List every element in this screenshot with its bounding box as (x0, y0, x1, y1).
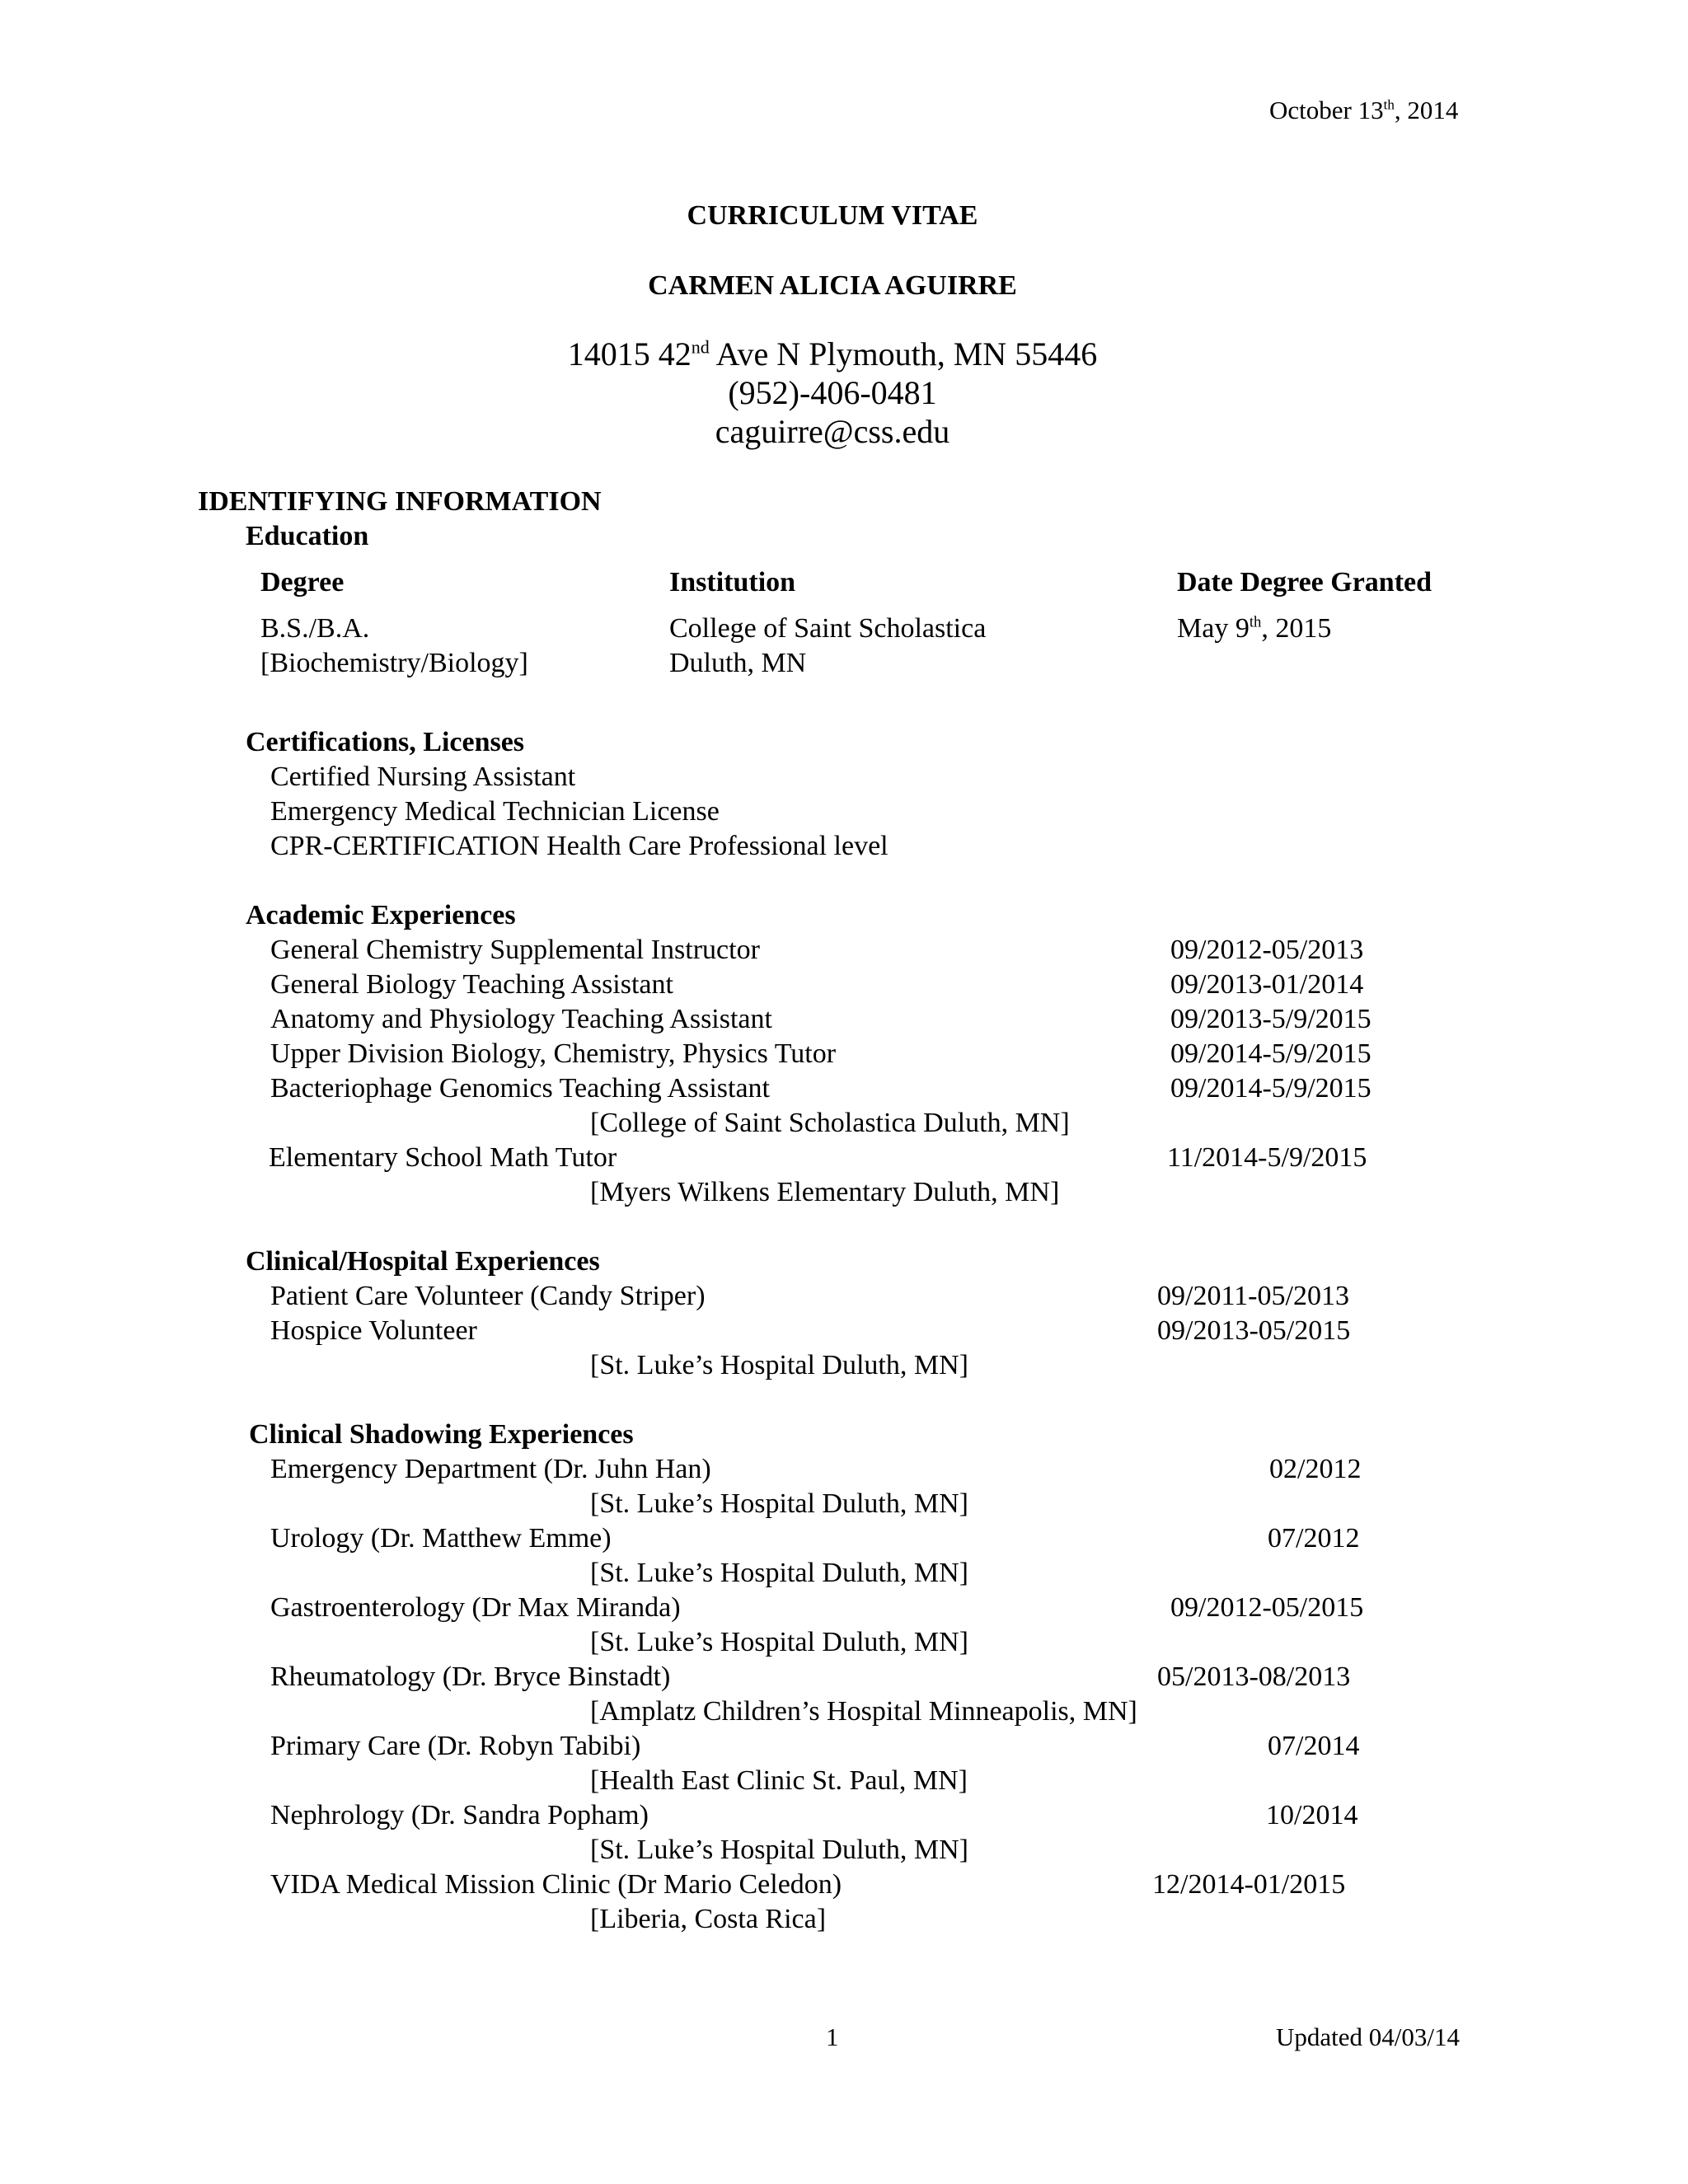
academic-item-title: Anatomy and Physiology Teaching Assistant (270, 1004, 772, 1034)
subheading-certifications: Certifications, Licenses (246, 727, 525, 757)
shadowing-item-title: Nephrology (Dr. Sandra Popham) (270, 1800, 649, 1830)
academic-item-date: 09/2013-5/9/2015 (1170, 1004, 1372, 1034)
shadowing-item-location: [Health East Clinic St. Paul, MN] (590, 1765, 968, 1796)
shadowing-item-title: Primary Care (Dr. Robyn Tabibi) (270, 1731, 641, 1761)
academic-item-date: 09/2012-05/2013 (1170, 935, 1364, 965)
education-col-degree: Degree (260, 567, 345, 598)
subheading-education: Education (246, 521, 369, 551)
shadowing-item-title: VIDA Medical Mission Clinic (Dr Mario Celedon) (270, 1869, 842, 1900)
academic-item-title: General Chemistry Supplemental Instructor (270, 935, 760, 965)
shadowing-item-date: 07/2014 (1268, 1731, 1360, 1761)
shadowing-item-date: 05/2013-08/2013 (1157, 1661, 1351, 1692)
certification-item: CPR-CERTIFICATION Health Care Professional level (270, 831, 889, 861)
education-institution-location: Duluth, MN (669, 648, 807, 678)
academic-location: [College of Saint Scholastica Duluth, MN] (590, 1108, 1070, 1138)
clinical-item-title: Hospice Volunteer (270, 1315, 477, 1346)
contact-phone: (952)-406-0481 (728, 374, 937, 411)
shadowing-item-title: Gastroenterology (Dr Max Miranda) (270, 1592, 681, 1623)
education-col-date: Date Degree Granted (1177, 567, 1432, 598)
shadowing-item-location: [Liberia, Costa Rica] (590, 1904, 827, 1934)
education-major: [Biochemistry/Biology] (260, 648, 528, 678)
updated-date: Updated 04/03/14 (1276, 2022, 1460, 2051)
academic-item-title: Elementary School Math Tutor (269, 1142, 617, 1173)
academic-item-title: Upper Division Biology, Chemistry, Physics Tutor (270, 1038, 837, 1069)
certification-item: Certified Nursing Assistant (270, 762, 576, 792)
document-date: October 13th, 2014 (1269, 96, 1459, 124)
shadowing-item-date: 12/2014-01/2015 (1152, 1869, 1346, 1900)
education-institution: College of Saint Scholastica (669, 613, 987, 644)
shadowing-item-location: [Amplatz Children’s Hospital Minneapolis, MN] (590, 1696, 1137, 1727)
academic-item-date: 09/2014-5/9/2015 (1170, 1038, 1372, 1069)
shadowing-item-date: 02/2012 (1269, 1454, 1362, 1484)
academic-item-title: Bacteriophage Genomics Teaching Assistant (270, 1073, 771, 1104)
page-number: 1 (826, 2022, 839, 2051)
shadowing-item-date: 10/2014 (1266, 1800, 1358, 1830)
education-degree: B.S./B.A. (260, 613, 370, 644)
document-title: CURRICULUM VITAE (687, 200, 978, 231)
subheading-academic: Academic Experiences (246, 900, 516, 930)
shadowing-item-title: Urology (Dr. Matthew Emme) (270, 1523, 612, 1554)
education-date-granted: May 9th, 2015 (1177, 613, 1332, 644)
contact-address: 14015 42nd Ave N Plymouth, MN 55446 (567, 335, 1098, 373)
shadowing-item-title: Rheumatology (Dr. Bryce Binstadt) (270, 1661, 671, 1692)
clinical-item-date: 09/2011-05/2013 (1157, 1281, 1349, 1311)
academic-location: [Myers Wilkens Elementary Duluth, MN] (590, 1177, 1060, 1207)
clinical-item-date: 09/2013-05/2015 (1157, 1315, 1351, 1346)
shadowing-item-date: 07/2012 (1268, 1523, 1360, 1554)
academic-item-title: General Biology Teaching Assistant (270, 969, 673, 1000)
education-col-institution: Institution (669, 567, 796, 598)
academic-item-date: 11/2014-5/9/2015 (1167, 1142, 1367, 1173)
section-heading-identifying: IDENTIFYING INFORMATION (198, 486, 602, 517)
subheading-clinical: Clinical/Hospital Experiences (246, 1246, 600, 1277)
academic-item-date: 09/2014-5/9/2015 (1170, 1073, 1372, 1104)
certification-item: Emergency Medical Technician License (270, 796, 720, 827)
shadowing-item-location: [St. Luke’s Hospital Duluth, MN] (590, 1488, 968, 1519)
shadowing-item-location: [St. Luke’s Hospital Duluth, MN] (590, 1558, 968, 1588)
shadowing-item-title: Emergency Department (Dr. Juhn Han) (270, 1454, 711, 1484)
shadowing-item-date: 09/2012-05/2015 (1170, 1592, 1364, 1623)
clinical-item-title: Patient Care Volunteer (Candy Striper) (270, 1281, 706, 1311)
academic-item-date: 09/2013-01/2014 (1170, 969, 1364, 1000)
shadowing-item-location: [St. Luke’s Hospital Duluth, MN] (590, 1627, 968, 1657)
contact-email: caguirre@css.edu (715, 413, 950, 450)
clinical-location: [St. Luke’s Hospital Duluth, MN] (590, 1350, 968, 1380)
candidate-name: CARMEN ALICIA AGUIRRE (648, 270, 1017, 301)
subheading-shadowing: Clinical Shadowing Experiences (249, 1419, 634, 1450)
shadowing-item-location: [St. Luke’s Hospital Duluth, MN] (590, 1835, 968, 1865)
